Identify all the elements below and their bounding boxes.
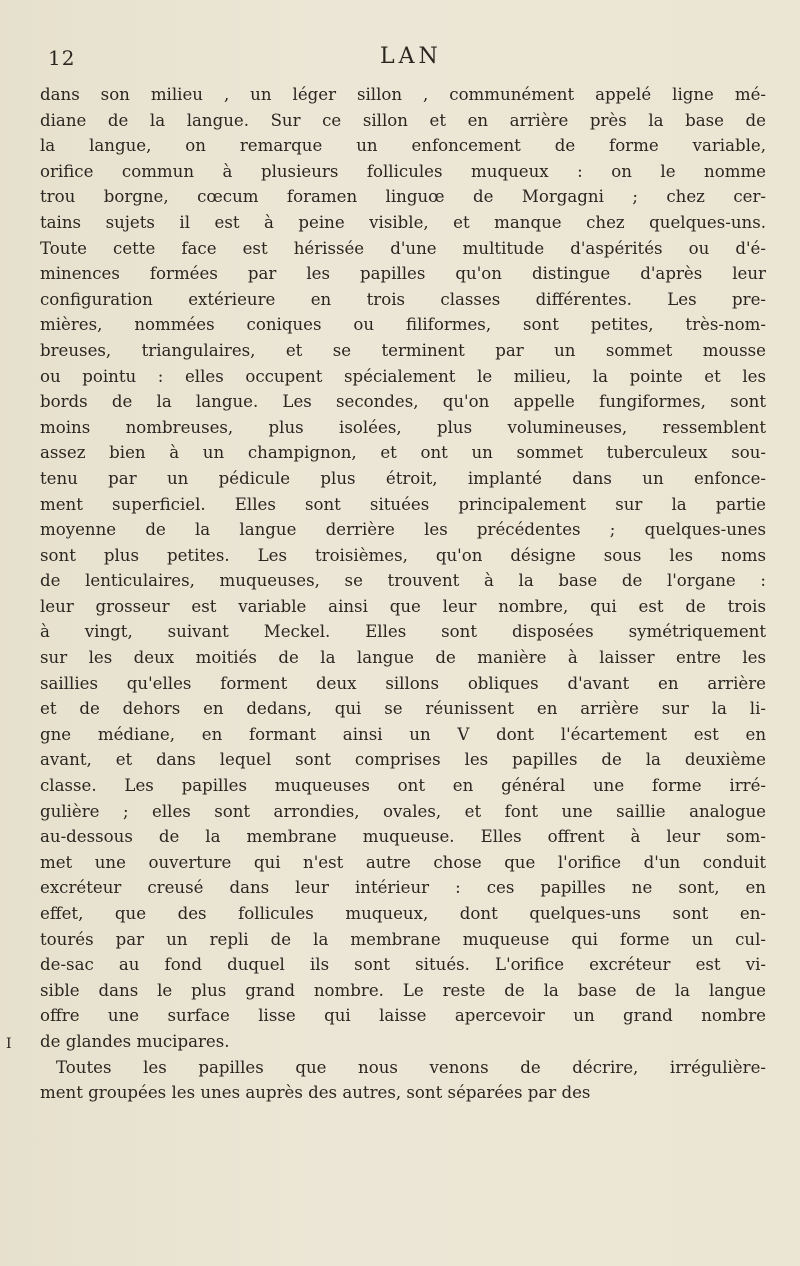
text-line: sible dans le plus grand nombre. Le reste de la base de la langue (40, 980, 766, 1000)
text-line: mières, nommées coniques ou filiformes, sont petites, très-nom- (40, 315, 766, 335)
text-line: tains sujets il est à peine visible, et manque chez quelques-uns. (40, 212, 766, 232)
text-line: offre une surface lisse qui laisse apercevoir un grand nombre (40, 1006, 766, 1026)
text-line: et de dehors en dedans, qui se réunissent en arrière sur la li- (40, 699, 766, 719)
text-line: dans son milieu , un léger sillon , communément appelé ligne mé- (40, 85, 766, 104)
text-line: ment superficiel. Elles sont situées principalement sur la partie (40, 494, 766, 514)
text-line: moyenne de la langue derrière les précédentes ; quelques-unes (40, 520, 766, 540)
text-line: gne médiane, en formant ainsi un V dont l'écartement est en (40, 724, 766, 744)
text-line: Toutes les papilles que nous venons de décrire, irrégulière- (56, 1057, 766, 1077)
text-line: sont plus petites. Les troisièmes, qu'on désigne sous les noms (40, 545, 766, 565)
text-line: orifice commun à plusieurs follicules muqueux : on le nomme (40, 161, 766, 181)
text-line: effet, que des follicules muqueux, dont quelques-uns sont en- (40, 904, 766, 923)
text-line: breuses, triangulaires, et se terminent par un sommet mousse (40, 340, 766, 360)
page-header (40, 44, 778, 74)
running-head: LAN (380, 44, 442, 69)
text-line: sur les deux moitiés de la langue de manière à laisser entre les (40, 648, 766, 668)
text-line: moins nombreuses, plus isolées, plus volumineuses, ressemblent (40, 417, 766, 437)
text-line: leur grosseur est variable ainsi que leur nombre, qui est de trois (40, 596, 766, 616)
text-line: tenu par un pédicule plus étroit, implanté dans un enfonce- (40, 468, 766, 488)
text-line: diane de la langue. Sur ce sillon et en arrière près la base de (40, 110, 766, 130)
text-line: assez bien à un champignon, et ont un sommet tuberculeux sou- (40, 443, 766, 463)
text-line: met une ouverture qui n'est autre chose que l'orifice d'un conduit (40, 852, 766, 872)
text-line: au-dessous de la membrane muqueuse. Elles offrent à leur som- (40, 827, 766, 847)
text-line: Toute cette face est hérissée d'une multitude d'aspérités ou d'é- (40, 238, 766, 258)
text-line: de glandes mucipares. (40, 1031, 230, 1051)
text-line: configuration extérieure en trois classes différentes. Les pre- (40, 289, 766, 309)
text-line: bords de la langue. Les secondes, qu'on appelle fungiformes, sont (40, 392, 766, 412)
text-line: la langue, on remarque un enfoncement de forme variable, (40, 136, 766, 156)
margin-mark: I (6, 1036, 12, 1052)
text-line: de-sac au fond duquel ils sont situés. L'orifice excréteur est vi- (40, 955, 766, 975)
text-line: trou borgne, cœcum foramen linguœ de Morgagni ; chez cer- (40, 187, 766, 207)
text-line: saillies qu'elles forment deux sillons obliques d'avant en arrière (40, 673, 766, 693)
text-line: minences formées par les papilles qu'on distingue d'après leur (40, 264, 766, 284)
text-line: ment groupées les unes auprès des autres, sont séparées par des (40, 1083, 591, 1103)
text-line: classe. Les papilles muqueuses ont en général une forme irré- (40, 776, 766, 796)
text-line: avant, et dans lequel sont comprises les papilles de la deuxième (40, 750, 766, 770)
text-line: tourés par un repli de la membrane muqueuse qui forme un cul- (40, 929, 766, 949)
text-line: de lenticulaires, muqueuses, se trouvent à la base de l'organe : (40, 571, 766, 591)
text-line: excréteur creusé dans leur intérieur : ces papilles ne sont, en (40, 878, 766, 898)
text-line: à vingt, suivant Meckel. Elles sont disposées symétriquement (40, 622, 766, 642)
body-text (40, 82, 766, 1106)
text-line: ou pointu : elles occupent spécialement le milieu, la pointe et les (40, 366, 766, 386)
text-line: gulière ; elles sont arrondies, ovales, et font une saillie analogue (40, 801, 766, 821)
page-number: 12 (48, 46, 76, 70)
